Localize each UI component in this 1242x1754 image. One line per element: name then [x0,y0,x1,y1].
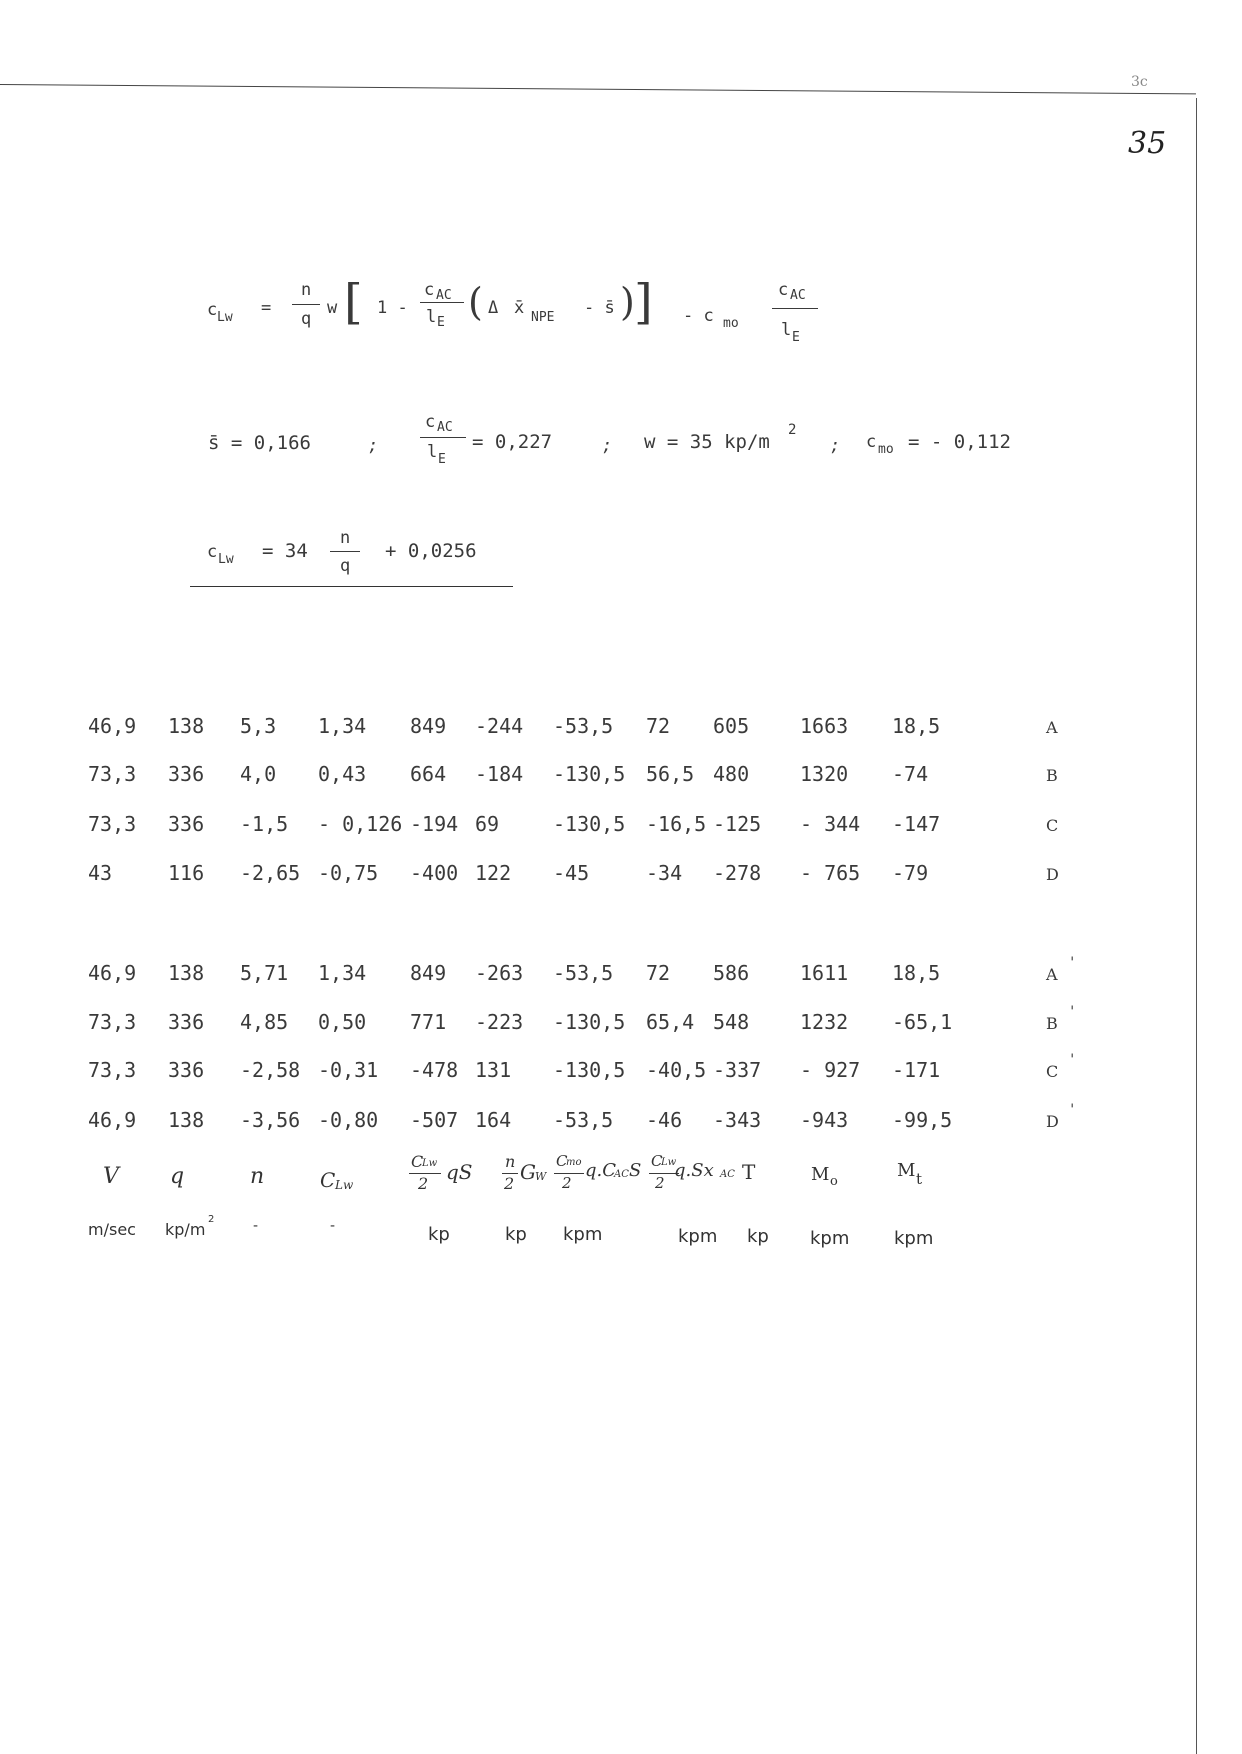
unit-mo: kpm [810,1228,850,1249]
cell-c6: -263 [475,961,524,985]
cell-mo: 1320 [800,762,849,786]
cell-t: 548 [713,1010,750,1034]
formula-delta: Δ [488,298,499,318]
header-v: V [103,1164,119,1189]
cell-c6: 122 [475,861,512,885]
header-mo-sub: o [830,1174,838,1189]
cell-c5: 849 [410,961,447,985]
formula-eq: = [261,298,272,318]
cell-c5: -194 [410,812,459,836]
formula-x-sub: NPE [531,310,555,325]
header-6-den: 2 [504,1174,515,1193]
cell-c6: -244 [475,714,524,738]
header-7-den: 2 [562,1174,572,1192]
cell-c5: -478 [410,1058,459,1082]
formula-f2-den: l [426,307,437,327]
cell-q: 138 [168,961,205,985]
formula-f3-den: l [781,320,792,340]
param-cac-line [420,437,466,438]
cell-t: -278 [713,861,762,885]
cell-n: -2,58 [240,1058,301,1082]
row-tick-mark: ' [1068,1004,1077,1020]
header-8-num-sub: Lw [661,1157,677,1168]
cell-c7: -130,5 [553,762,626,786]
header-8-num: C [651,1152,663,1170]
cell-c8: -16,5 [646,812,707,836]
header-6-sub: W [535,1170,547,1183]
cell-n: 4,0 [240,762,277,786]
header-8-rest: q.Sx [674,1160,714,1181]
cell-mt: -171 [892,1058,941,1082]
cell-mo: - 765 [800,861,861,885]
cell-t: -125 [713,812,762,836]
cell-mt: -79 [892,861,929,885]
cell-mo: 1611 [800,961,849,985]
cell-clw: 1,34 [318,714,367,738]
formula-f2-num-sub: AC [436,288,452,303]
cell-t: 480 [713,762,750,786]
cell-q: 116 [168,861,205,885]
cell-clw: 0,50 [318,1010,367,1034]
cell-clw: -0,31 [318,1058,379,1082]
unit-t: kp [747,1226,769,1247]
param-cac-num: c [425,412,436,432]
param-sep-3: ; [830,436,841,456]
cell-c8: -40,5 [646,1058,707,1082]
unit-q-sup: 2 [208,1214,215,1225]
header-5-den: 2 [418,1174,429,1193]
param-cac-value: = 0,227 [472,431,553,453]
cell-mt: 18,5 [892,714,941,738]
formula-f1-den: q [301,309,312,329]
cell-c7: -45 [553,861,590,885]
cell-mo: -943 [800,1108,849,1132]
cell-c5: -400 [410,861,459,885]
row-label: B [1046,766,1058,785]
cell-n: 4,85 [240,1010,289,1034]
formula-close-paren: ) [620,280,635,324]
unit-c5: kp [428,1224,450,1245]
formula-minus-s: - s̄ [584,298,615,318]
cell-clw: 1,34 [318,961,367,985]
cell-c8: -34 [646,861,683,885]
param-cac-num-sub: AC [437,420,453,435]
cell-v: 73,3 [88,1010,137,1034]
header-q: q [170,1164,185,1189]
cell-clw: - 0,126 [318,812,403,836]
cell-clw: -0,75 [318,861,379,885]
cell-c7: -130,5 [553,812,626,836]
formula-cmo-sub: mo [723,316,739,331]
row-label: A [1046,718,1058,737]
header-7-sub: AC [614,1169,629,1180]
formula-f1-line [292,304,320,305]
param-w: w = 35 kp/m [644,431,770,453]
cell-c5: 771 [410,1010,447,1034]
row-label: C [1046,816,1059,835]
cell-v: 73,3 [88,1058,137,1082]
unit-c6: kp [505,1224,527,1245]
header-5-rest: qS [446,1160,473,1184]
param-cmo-sub: mo [878,442,894,457]
cell-c6: 69 [475,812,500,836]
cell-c5: -507 [410,1108,459,1132]
formula-w: w [327,298,338,318]
cell-n: 5,3 [240,714,277,738]
cell-c7: -53,5 [553,714,614,738]
cell-t: -343 [713,1108,762,1132]
result-lhs: c [207,542,218,562]
cell-c5: 849 [410,714,447,738]
result-f-line [330,551,360,552]
row-label: D [1046,1112,1059,1131]
row-tick-mark: ' [1068,1052,1077,1068]
header-8-sub: AC [720,1169,735,1180]
cell-c8: 65,4 [646,1010,695,1034]
param-cac-den-sub: E [438,452,446,467]
result-eq: = 34 [262,540,308,562]
unit-q: kp/m [165,1220,206,1239]
header-clw: C [320,1168,336,1192]
cell-v: 43 [88,861,113,885]
cell-q: 138 [168,1108,205,1132]
cell-mo: - 344 [800,812,861,836]
row-label: A [1046,965,1058,984]
result-rest: + 0,0256 [385,540,477,562]
param-cac-den: l [427,442,438,462]
cell-v: 46,9 [88,1108,137,1132]
cell-c6: -223 [475,1010,524,1034]
cell-v: 73,3 [88,812,137,836]
row-tick-mark: ' [1068,1102,1077,1118]
formula-f2-line [420,302,464,303]
row-label: B [1046,1014,1058,1033]
result-underline [190,586,513,587]
cell-q: 336 [168,1010,205,1034]
cell-n: 5,71 [240,961,289,985]
cell-c8: -46 [646,1108,683,1132]
header-8-den: 2 [655,1174,665,1192]
formula-f1-num: n [301,280,312,300]
cell-mt: 18,5 [892,961,941,985]
cell-clw: 0,43 [318,762,367,786]
unit-mt: kpm [894,1228,934,1249]
cell-q: 138 [168,714,205,738]
formula-f3-num-sub: AC [790,288,806,303]
cell-c7: -130,5 [553,1058,626,1082]
cell-v: 46,9 [88,961,137,985]
cell-mo: 1663 [800,714,849,738]
formula-close-bracket: ] [634,274,653,330]
param-s: s̄ = 0,166 [208,432,311,454]
header-mo: M [811,1164,830,1185]
cell-n: -3,56 [240,1108,301,1132]
result-f-den: q [340,556,351,576]
row-label: D [1046,865,1059,884]
param-cmo-value: = - 0,112 [908,431,1011,453]
cell-v: 46,9 [88,714,137,738]
formula-open-paren: ( [468,280,483,324]
result-f-num: n [340,528,351,548]
cell-v: 73,3 [88,762,137,786]
header-t: T [742,1160,756,1184]
param-w-sup: 2 [788,422,797,438]
cell-c7: -130,5 [553,1010,626,1034]
cell-mo: - 927 [800,1058,861,1082]
cell-t: 586 [713,961,750,985]
header-5-num: C [411,1152,424,1171]
cell-q: 336 [168,812,205,836]
formula-x: x̄ [514,298,525,318]
header-n: n [250,1164,265,1189]
cell-q: 336 [168,762,205,786]
unit-clw: - [330,1218,336,1234]
frame-top-line [0,84,1196,94]
unit-c7: kpm [563,1224,603,1245]
header-7-rest: q.C [585,1160,617,1181]
cell-c5: 664 [410,762,447,786]
header-mt-sub: t [916,1170,923,1188]
cell-t: 605 [713,714,750,738]
unit-c8: kpm [678,1226,718,1247]
formula-f3-den-sub: E [792,330,800,345]
formula-f2-num: c [424,280,435,300]
cell-t: -337 [713,1058,762,1082]
result-lhs-sub: Lw [218,552,234,567]
formula-f3-num: c [778,280,789,300]
formula-lhs-sub: Lw [217,310,233,325]
header-7-num: C [556,1152,568,1170]
formula-f2-den-sub: E [437,315,445,330]
cell-q: 336 [168,1058,205,1082]
cell-c7: -53,5 [553,961,614,985]
page-number: 35 [1128,126,1167,161]
frame-right-line [1196,98,1197,1754]
header-5-num-sub: Lw [422,1158,438,1169]
unit-v: m/sec [88,1220,136,1239]
header-7-end: S [629,1160,642,1181]
corner-mark: 3c [1131,74,1148,90]
cell-clw: -0,80 [318,1108,379,1132]
formula-one: 1 - [377,298,408,318]
cell-n: -2,65 [240,861,301,885]
param-sep-1: ; [368,436,379,456]
cell-n: -1,5 [240,812,289,836]
param-sep-2: ; [602,436,613,456]
cell-mt: -65,1 [892,1010,953,1034]
header-mt: M [897,1160,916,1181]
formula-open-bracket: [ [344,274,363,330]
cell-mt: -74 [892,762,929,786]
cell-c6: 164 [475,1108,512,1132]
header-6-rest: G [520,1160,536,1184]
cell-c6: 131 [475,1058,512,1082]
header-clw-sub: Lw [335,1178,354,1192]
header-7-num-sub: mo [566,1157,582,1168]
cell-c7: -53,5 [553,1108,614,1132]
row-label: C [1046,1062,1059,1081]
cell-c8: 72 [646,961,671,985]
formula-f3-line [772,308,818,309]
header-6-num: n [505,1152,516,1171]
unit-n: - [253,1218,259,1234]
formula-lhs: c [207,300,218,320]
cell-mo: 1232 [800,1010,849,1034]
cell-mt: -147 [892,812,941,836]
param-cmo: c [866,432,877,452]
cell-c8: 72 [646,714,671,738]
cell-mt: -99,5 [892,1108,953,1132]
cell-c8: 56,5 [646,762,695,786]
row-tick-mark: ' [1068,955,1077,971]
formula-minus-cmo: - c [683,306,714,326]
cell-c6: -184 [475,762,524,786]
